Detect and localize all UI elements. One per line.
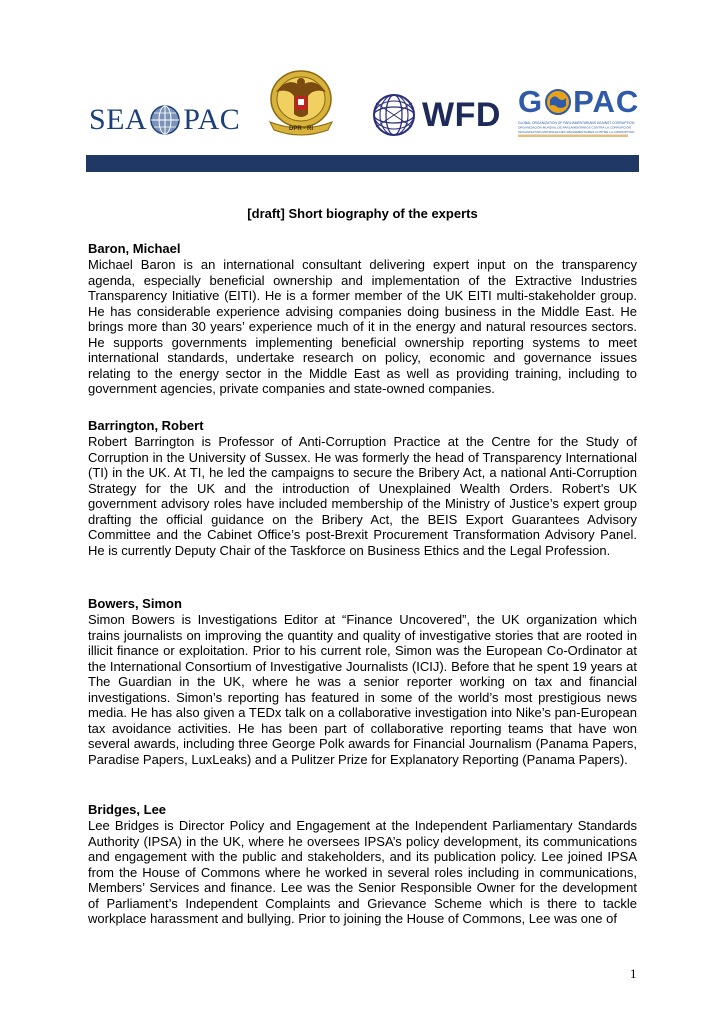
bio-text: Simon Bowers is Investigations Editor at “Finance Uncovered”, the UK organization which trains journalists on improving the quantity and quality of investigative stories that are rooted in illicit finance or exploitation. Prior to his current role, Simon was the European Co-Ordinator at the International Consortium of Investigative Journalists (ICIJ). Before that he spent 19 years at The Guardian in the UK, where he was a senior reporter working on tax and financial investigations. Simon’s reporting has featured in some of the world’s most prestigious news media. He has also given a TEDx talk on a collaborative investigation into Nike’s pan-European tax avoidance activities. He has been part of collaborative reporting teams that have won several awards, including three George Polk awards for Financial Journalism (Panama Papers, Paradise Papers, LuxLeaks) and a Pulitzer Prize for Explanatory Reporting (Panama Papers).: [88, 612, 637, 767]
bio-text: Lee Bridges is Director Policy and Engagement at the Independent Parliamentary Standards Authority (IPSA) in the UK, where he oversees IPSA’s policy development, its communications and engagement with the public and stakeholders, and its publication policy. Lee joined IPSA from the House of Commons where he worked in several roles including in communications, Members’ Services and finance. Lee was the Senior Responsible Owner for the development of Parliament’s Independent Complaints and Grievance Scheme which is there to tackle workplace harassment and bullying. Prior to joining the House of Commons, Lee was one of: [88, 818, 637, 926]
page-number: 1: [630, 966, 637, 981]
seapac-logo: [89, 100, 240, 140]
bio-entry-baron: [88, 241, 637, 397]
header-band: [86, 155, 639, 172]
header-logos: [86, 62, 639, 142]
bio-text: Robert Barrington is Professor of Anti-Corruption Practice at the Centre for the Study of Corruption in the University of Sussex. He was formerly the head of Transparency International (TI) in the UK. At TI, he led the campaigns to secure the Bribery Act, a national Anti-Corruption Strategy for the UK and the introduction of Unexplained Wealth Orders. Robert's UK government advisory roles have included membership of the Ministry of Justice’s expert group drafting the official guidance on the Bribery Act, the BEIS Export Guarantees Advisory Committee and the Cabinet Office’s post-Brexit Procurement Transformation Advisory Panel. He is currently Deputy Chair of the Taskforce on Business Ethics and the Legal Profession.: [88, 434, 637, 558]
document-title: [draft] Short biography of the experts: [247, 206, 478, 221]
bio-name: Baron, Michael: [88, 241, 181, 256]
gopac-globe-icon: [544, 88, 572, 116]
bio-name: Bridges, Lee: [88, 802, 167, 817]
bio-entry-bridges: [88, 802, 637, 927]
garuda-emblem-icon: [262, 66, 340, 138]
bio-name: Barrington, Robert: [88, 418, 204, 433]
gopac-subtitle-line-1: GLOBAL ORGANIZATION OF PARLIAMENTARIANS AGAINST CORRUPTION: [518, 121, 635, 125]
bio-entry-barrington: [88, 418, 637, 558]
gopac-subtitle-line-3: ORGANISATION MONDIALE DES PARLEMENTAIRES CONTRE LA CORRUPTION: [518, 130, 635, 134]
wfd-globe-icon: [372, 93, 416, 137]
gopac-subtitle: [518, 120, 636, 138]
seapac-logo-right: PAC: [183, 103, 241, 136]
seapac-logo-left: SEA: [89, 103, 148, 136]
globe-icon: [149, 104, 181, 136]
gopac-subtitle-line-2: ORGANIZACIÓN MUNDIAL DE PARLAMENTARIOS CONTRA LA CORRUPCIÓN: [518, 125, 631, 130]
wfd-logo: [372, 92, 501, 138]
gopac-logo-right: PAC: [573, 84, 640, 119]
dpr-ri-label: DPR - RI: [289, 126, 313, 132]
gopac-logo: [518, 86, 640, 140]
wfd-logo-text: WFD: [422, 95, 501, 134]
bio-name: Bowers, Simon: [88, 596, 182, 611]
bio-text: Michael Baron is an international consultant delivering expert input on the transparency agenda, especially beneficial ownership and implementation of the Extractive Industries Transparency Initiative (EITI). He is a former member of the UK EITI multi-stakeholder group. He has considerable experience advising companies doing business in the Middle East. He brings more than 30 years’ experience much of it in the energy and natural resources sectors. He supports governments implementing beneficial ownership reporting systems to meet international standards, undertake research on policy, economic and governance issues relating to the energy sector in the Middle East as well as providing training, including to government agencies, private companies and state-owned companies.: [88, 257, 637, 396]
gopac-logo-left: G: [518, 84, 544, 119]
bio-entry-bowers: [88, 596, 637, 767]
